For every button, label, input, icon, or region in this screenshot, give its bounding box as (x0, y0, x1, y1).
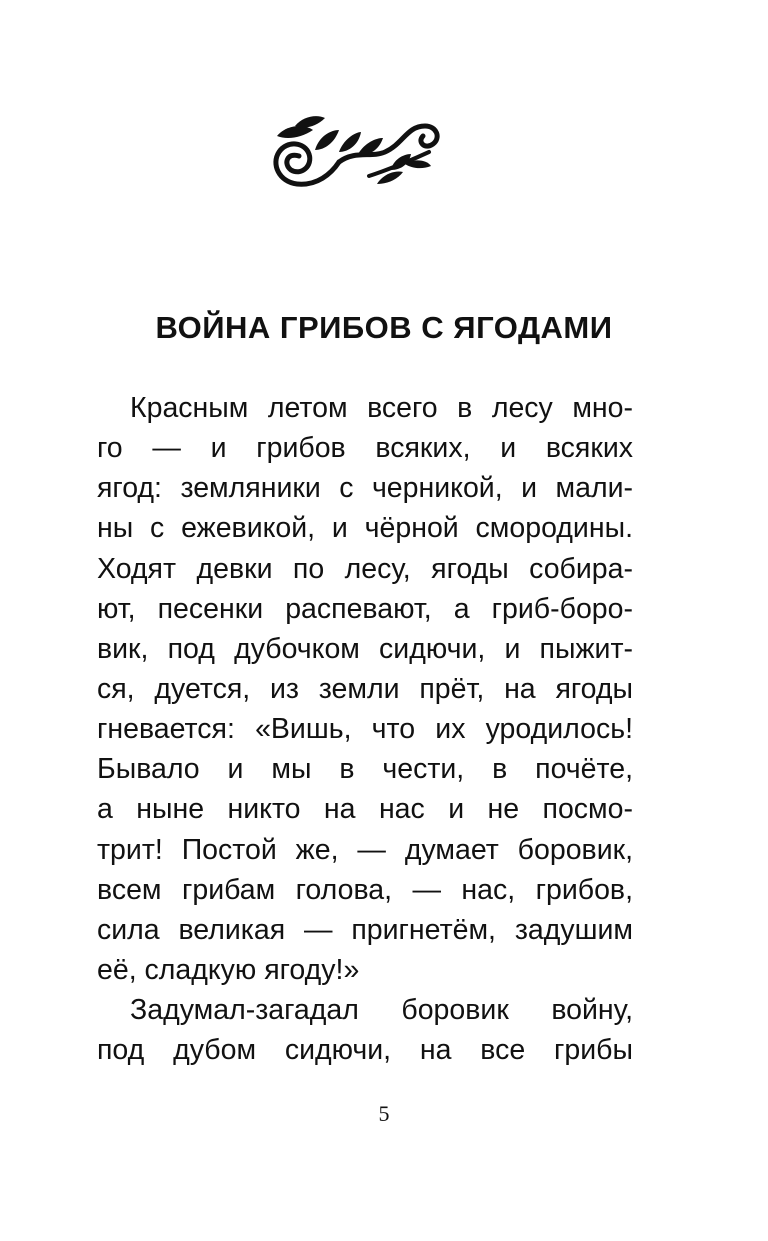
text-line: ны с ежевикой, и чёрной смородины. (97, 512, 633, 545)
chapter-title: ВОЙНА ГРИБОВ С ЯГОДАМИ (155, 310, 613, 345)
text-line: Задумал-загадал боровик войну, (130, 994, 633, 1027)
text-line: ют, песенки распевают, а гриб-боро- (97, 592, 633, 625)
text-line: вик, под дубочком сидючи, и пыжит- (97, 632, 633, 665)
text-line: Красным летом всего в лесу мно- (130, 392, 633, 424)
text-line: ся, дуется, из земли прёт, на ягоды (97, 672, 633, 705)
text-line: го — и грибов всяких, и всяких (97, 432, 633, 465)
text-line: ягод: земляники с черникой, и мали- (97, 472, 633, 505)
text-line: Ходят девки по лесу, ягоды собира- (97, 552, 633, 585)
page-number: 5 (378, 1101, 390, 1126)
text-line: гневается: «Вишь, что их уродилось! (97, 713, 633, 746)
text-line: а ныне никто на нас и не посмо- (97, 793, 633, 826)
text-line: всем грибам голова, — нас, грибов, (97, 873, 633, 906)
text-line: под дубом сидючи, на все грибы (97, 1034, 633, 1067)
text-line: Бывало и мы в чести, в почёте, (97, 753, 633, 786)
text-line: её, сладкую ягоду!» (97, 953, 360, 986)
floral-vine-ornament-icon (265, 112, 445, 192)
text-line: сила великая — пригнетём, задушим (97, 913, 633, 946)
story-text (97, 388, 633, 1070)
text-line: трит! Постой же, — думает боровик, (97, 833, 633, 866)
